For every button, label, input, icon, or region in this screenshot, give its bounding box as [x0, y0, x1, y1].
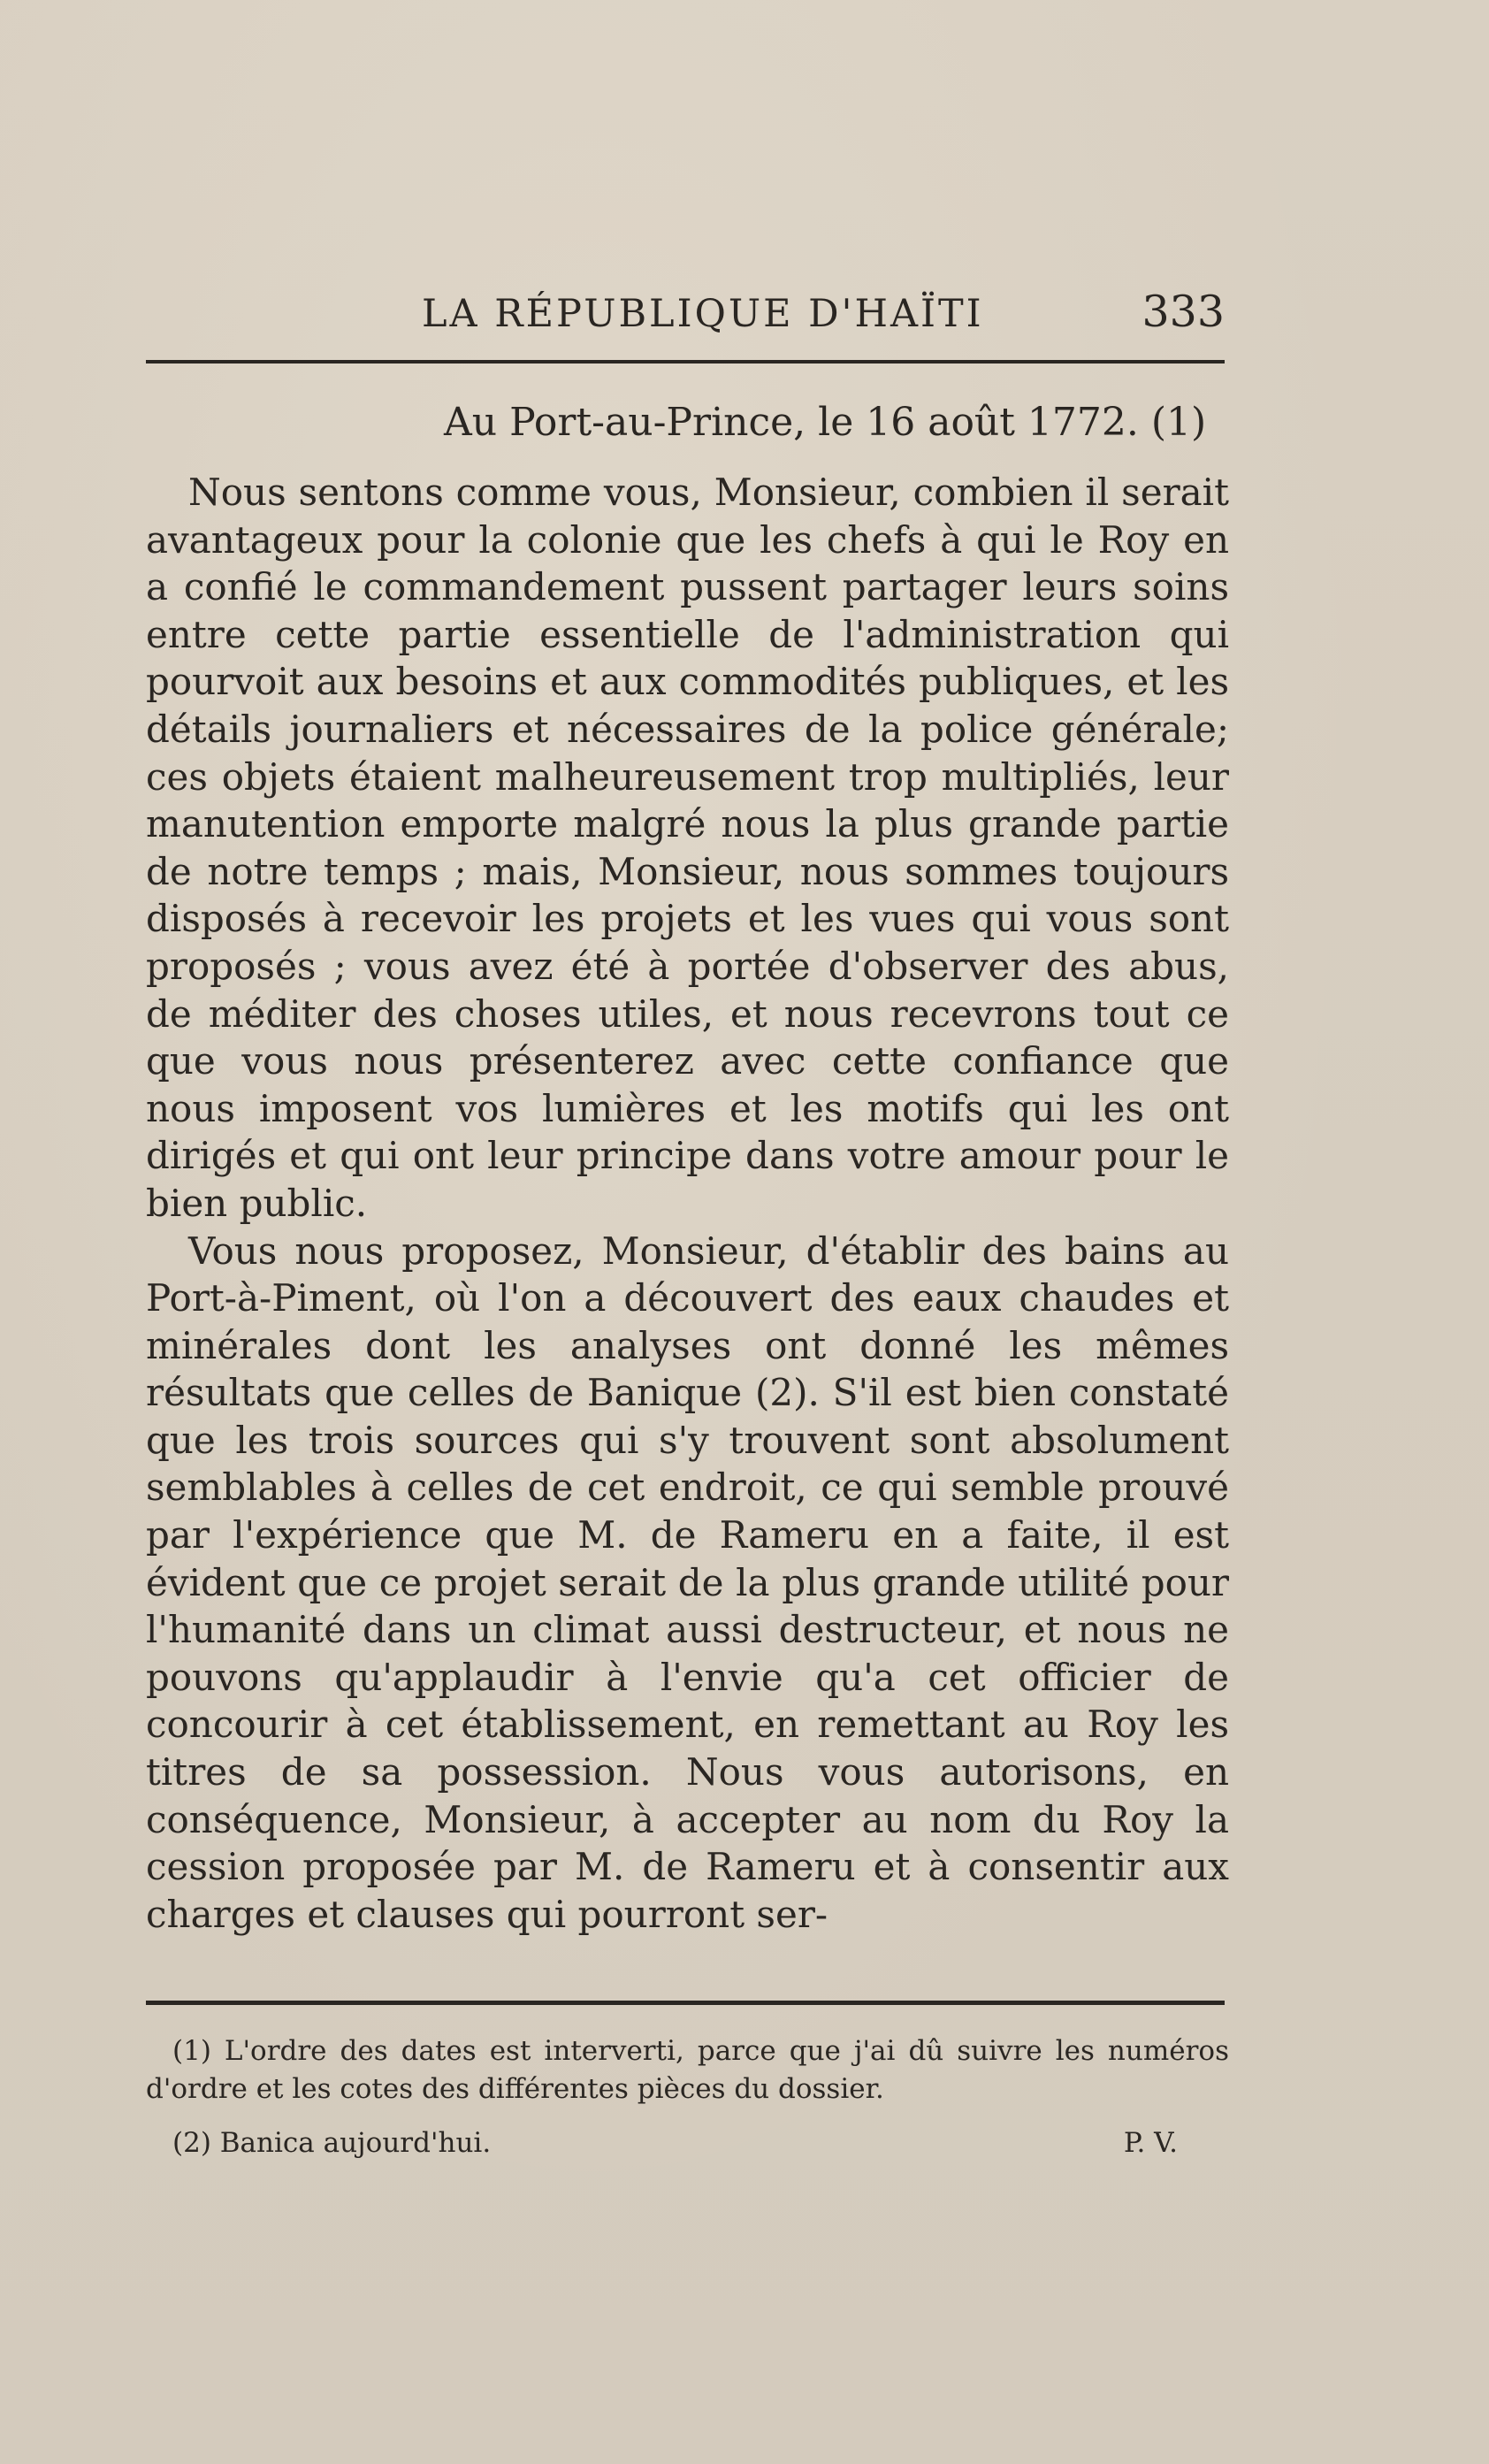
- letter-dateline: Au Port-au-Prince, le 16 août 1772. (1): [444, 400, 1207, 445]
- footnote-signature: P. V.: [1123, 2127, 1178, 2159]
- letter-body: [146, 469, 1229, 1938]
- footnote-rule: [146, 2001, 1225, 2005]
- page-number: 333: [1142, 287, 1225, 337]
- footnote-1: (1) L'ordre des dates est interverti, parce que j'ai dû suivre les numéros d'ordre et les cotes des différentes pièces du dossier.: [146, 2035, 1229, 2105]
- page-header: [146, 287, 1225, 354]
- footnotes: [146, 2032, 1229, 2162]
- footnote-2-line: [146, 2124, 1229, 2162]
- footnote-2: (2) Banica aujourd'hui.: [172, 2127, 492, 2159]
- header-rule: [146, 360, 1225, 363]
- paragraph: Nous sentons comme vous, Monsieur, combien il serait avantageux pour la colonie que les chefs à qui le Roy en a confié le commandement pussent partager leurs soins entre cette partie essentielle de l'administration qui pourvoit aux besoins et aux commodités publiques, et les détails journaliers et nécessaires de la police générale; ces objets étaient malheureusement trop multipliés, leur manutention emporte malgré nous la plus grande partie de notre temps ; mais, Monsieur, nous sommes toujours disposés à recevoir les projets et les vues qui vous sont proposés ; vous avez été à portée d'observer des abus, de méditer des choses utiles, et nous recevrons tout ce que vous nous présenterez avec cette confiance que nous imposent vos lumières et les motifs qui les ont dirigés et qui ont leur principe dans votre amour pour le bien public.: [146, 471, 1229, 1225]
- running-title: LA RÉPUBLIQUE D'HAÏTI: [422, 292, 984, 336]
- paragraph: Vous nous proposez, Monsieur, d'établir des bains au Port-à-Piment, où l'on a découvert des eaux chaudes et minérales dont les analyses ont donné les mêmes résultats que celles de Banique (2). S'il est bien constaté que les trois sources qui s'y trouvent sont absolument semblables à celles de cet endroit, ce qui semble prouvé par l'expérience que M. de Rameru en a faite, il est évident que ce projet serait de la plus grande utilité pour l'humanité dans un climat aussi destructeur, et nous ne pouvons qu'applaudir à l'envie qu'a cet officier de concourir à cet établissement, en remettant au Roy les titres de sa possession. Nous vous autorisons, en conséquence, Monsieur, à accepter au nom du Roy la cession proposée par M. de Rameru et à consentir aux charges et clauses qui pourront ser-: [146, 1228, 1229, 1936]
